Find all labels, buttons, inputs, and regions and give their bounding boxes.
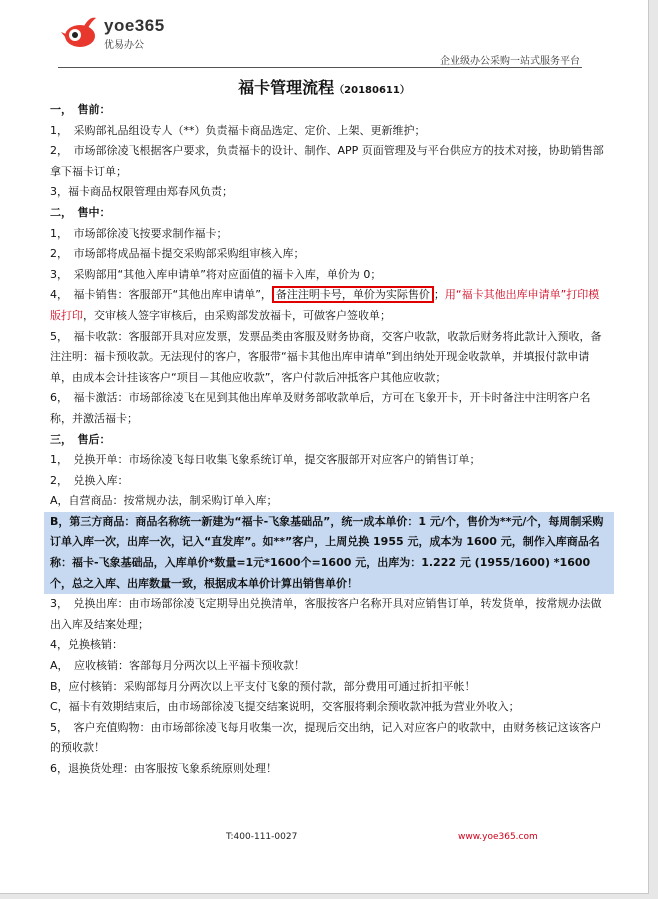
text-run: ，交审核人签字审核后，由采购部发放福卡，可做客户签收单； bbox=[83, 308, 391, 322]
section-heading: 三， 售后： bbox=[50, 432, 111, 446]
paragraph: A， 应收核销：客部每月分两次以上平福卡预收款！ bbox=[50, 659, 306, 673]
document-body bbox=[50, 100, 610, 780]
section-heading: 二， 售中： bbox=[50, 205, 111, 219]
header-divider bbox=[58, 67, 582, 68]
logo-bird-icon bbox=[60, 14, 100, 50]
paragraph: 5， 福卡收款：客服部开具对应发票，发票品类由客服及财务协商，交客户收款，收款后财务将此款计入预收，备注注明：福卡预收款。无法现付的客户，客服带“福卡其他出库申请单”到出纳处开现金收款单，并填报付款申请单，由成本会计挂该客户“项目－其他应收款”，客户付款后冲抵客户其他应收款； bbox=[50, 329, 602, 384]
paragraph: 4，兑换核销： bbox=[50, 638, 123, 652]
paragraph: 6， 福卡激活：市场部徐凌飞在见到其他出库单及财务部收款单后，方可在飞象开卡，开卡时备注中注明客户名称，并激活福卡； bbox=[50, 391, 591, 425]
logo-text: yoe365 bbox=[104, 16, 165, 35]
logo bbox=[60, 14, 190, 50]
paragraph: 3， 兑换出库：由市场部徐凌飞定期导出兑换清单，客服按客户名称开具对应销售订单，转发货单，按常规办法做出入库及结案处理； bbox=[50, 597, 602, 631]
footer-phone: T:400-111-0027 bbox=[226, 832, 298, 842]
page-title bbox=[0, 75, 648, 98]
title-text: 福卡管理流程 bbox=[238, 78, 335, 97]
paragraph: 1， 采购部礼品组设专人（**）负责福卡商品选定、定价、上架、更新维护； bbox=[50, 123, 426, 137]
highlight-box-note: 备注注明卡号，单价为实际售价 bbox=[272, 286, 434, 303]
paragraph: 1， 兑换开单：市场徐凌飞每日收集飞象系统订单，提交客服部开对应客户的销售订单； bbox=[50, 453, 481, 467]
paragraph: 5， 客户充值购物：由市场部徐凌飞每月收集一次，提现后交出纳，记入对应客户的收款中，由财务核记这该客户的预收款！ bbox=[50, 720, 602, 755]
paragraph: 2， 市场部将成品福卡提交采购部采购组审核入库； bbox=[50, 247, 305, 261]
paragraph: A，自营商品：按常规办法，制采购订单入库； bbox=[50, 494, 278, 508]
logo-subtitle: 优易办公 bbox=[104, 40, 144, 51]
footer-website-link[interactable]: www.yoe365.com bbox=[458, 832, 538, 842]
paragraph: 2， 兑换入库： bbox=[50, 473, 129, 487]
paragraph: 3， 采购部用“其他入库申请单”将对应面值的福卡入库，单价为 0； bbox=[50, 267, 382, 281]
text-run: 4， 福卡销售：客服部开“其他出库申请单”， bbox=[50, 288, 272, 302]
red-text-print-template: 用“福卡其他出库申请单”打印模版打印 bbox=[50, 288, 600, 322]
paragraph: B，应付核销：采购部每月分两次以上平支付飞象的预付款，部分费用可通过折扣平帐！ bbox=[50, 679, 476, 693]
text-run: ； bbox=[433, 288, 445, 302]
paragraph: 1， 市场部徐凌飞按要求制作福卡； bbox=[50, 226, 228, 240]
paragraph: 6，退换货处理：由客服按飞象系统原则处理！ bbox=[50, 762, 277, 775]
paragraph: 2， 市场部徐凌飞根据客户要求，负责福卡的设计、制作、APP 页面管理及与平台供应方的技术对接，协助销售部拿下福卡订单； bbox=[50, 144, 604, 178]
header-tagline: 企业级办公采购一站式服务平台 bbox=[440, 56, 580, 67]
highlighted-paragraph-third-party: B，第三方商品：商品名称统一新建为“福卡-飞象基础品”，统一成本单价：1 元/个，售价为**元/个，每周制采购订单入库一次，出库一次，记入“直发库”。如**”客户，上周兑换 1955 元，成本为 1600 元，制作入库商品名称：福卡-飞象基础品，入库单价*数量=1元*1600个=1600 元，出库为：1.222 元 (1955/1600) *1600 个，总之入库、出库数量一致，根据成本单价计算出销售单价！ bbox=[44, 512, 614, 594]
title-date: （20180611） bbox=[334, 85, 410, 96]
section-heading: 一， 售前： bbox=[50, 103, 111, 116]
paragraph: C，福卡有效期结束后，由市场部徐凌飞提交结案说明，交客服将剩余预收款冲抵为营业外收入； bbox=[50, 700, 520, 714]
paragraph-card-sales bbox=[50, 285, 610, 326]
paragraph: 3，福卡商品权限管理由郑春风负责； bbox=[50, 185, 233, 199]
